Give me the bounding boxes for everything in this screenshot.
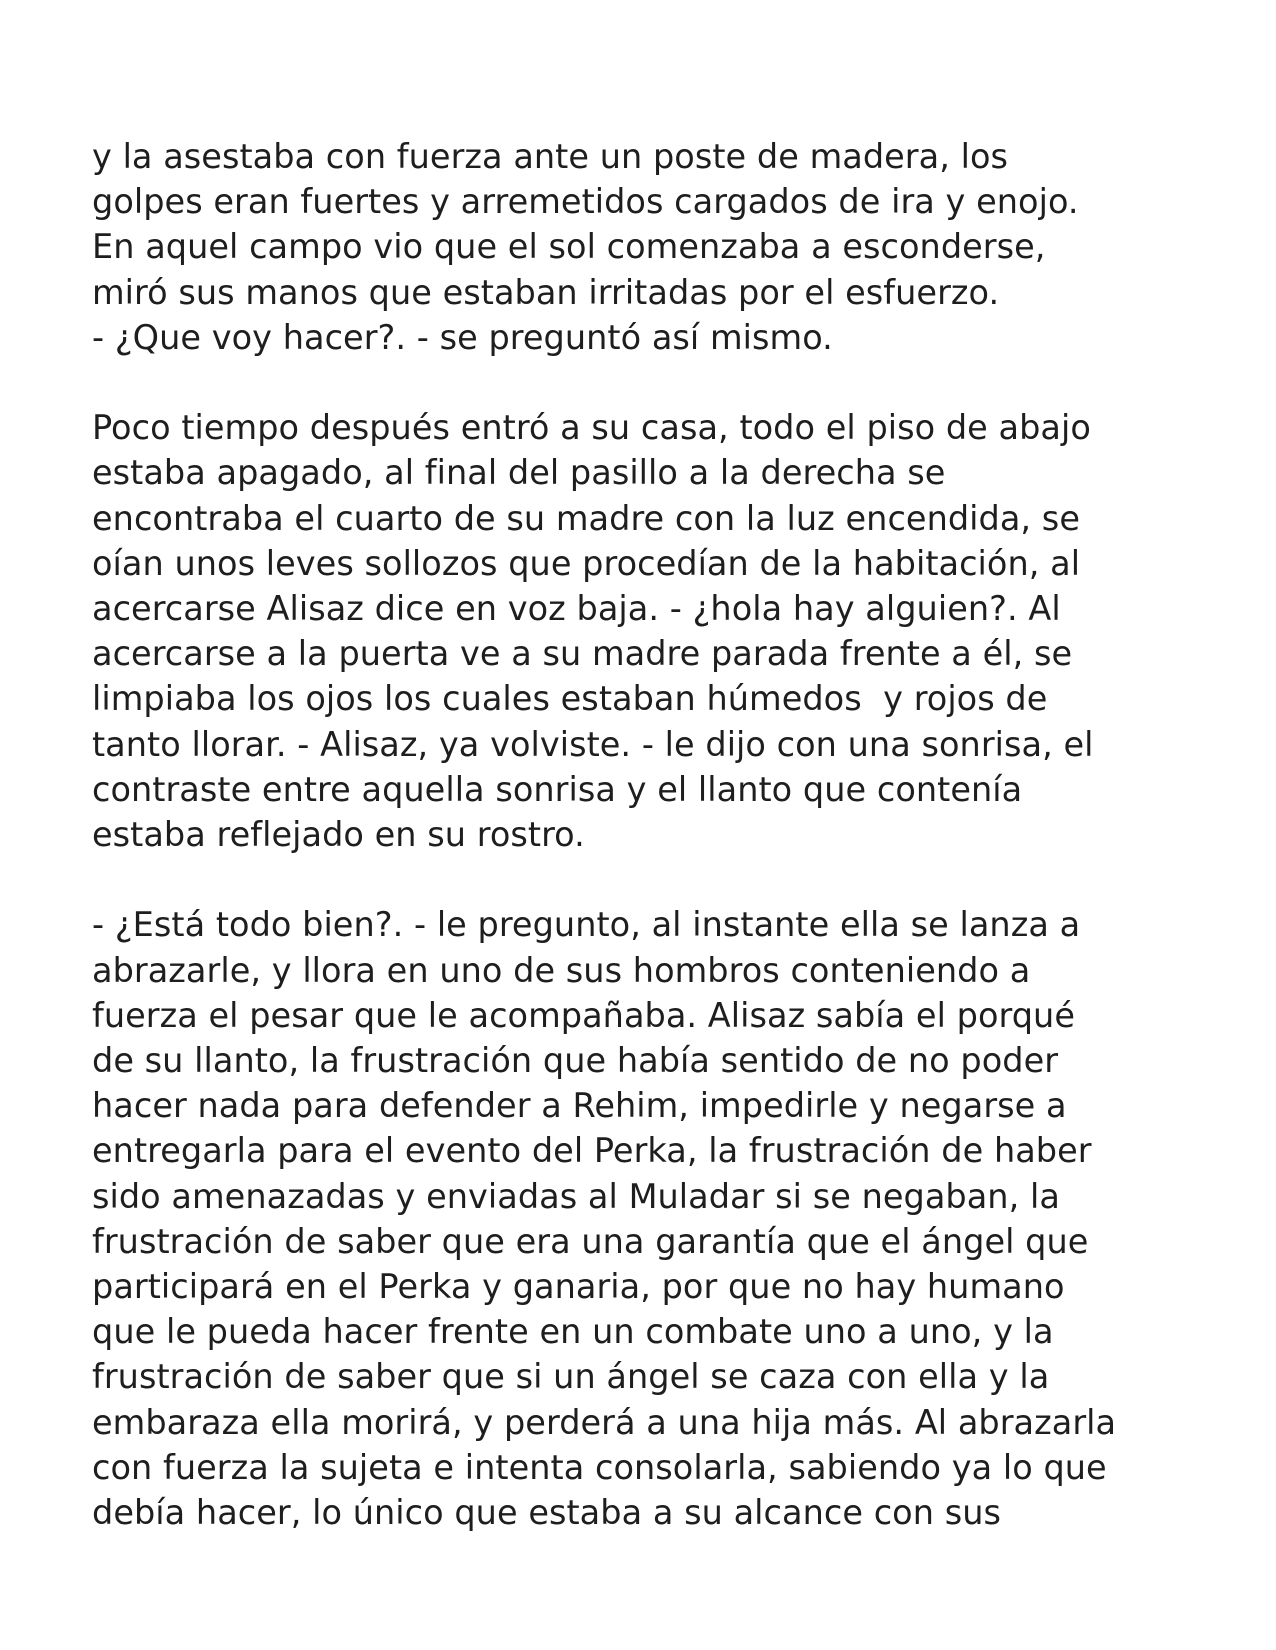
text-line: frustración de saber que si un ángel se caza con ella y la bbox=[92, 1357, 1050, 1397]
text-line: - ¿Que voy hacer?. - se preguntó así mismo. bbox=[92, 317, 833, 357]
body-text bbox=[92, 134, 1242, 1580]
paragraph-2 bbox=[92, 405, 1242, 857]
text-line: frustración de saber que era una garantía que el ángel que bbox=[92, 1221, 1089, 1261]
text-line: participará en el Perka y ganaria, por que no hay humano bbox=[92, 1267, 1065, 1307]
text-line: que le pueda hacer frente en un combate uno a uno, y la bbox=[92, 1312, 1054, 1352]
paragraph-1 bbox=[92, 134, 1242, 360]
text-line: sido amenazadas y enviadas al Muladar si se negaban, la bbox=[92, 1176, 1060, 1216]
text-line: abrazarle, y llora en uno de sus hombros conteniendo a bbox=[92, 950, 1031, 990]
text-line: golpes eran fuertes y arremetidos cargados de ira y enojo. bbox=[92, 182, 1079, 222]
text-line: fuerza el pesar que le acompañaba. Alisaz sabía el porqué bbox=[92, 995, 1076, 1035]
text-line: - ¿Está todo bien?. - le pregunto, al instante ella se lanza a bbox=[92, 905, 1081, 945]
text-line: En aquel campo vio que el sol comenzaba a esconderse, bbox=[92, 227, 1046, 267]
text-line: miró sus manos que estaban irritadas por el esfuerzo. bbox=[92, 272, 1000, 312]
text-line: estaba reflejado en su rostro. bbox=[92, 815, 585, 855]
text-line: oían unos leves sollozos que procedían de la habitación, al bbox=[92, 543, 1081, 583]
text-line: contraste entre aquella sonrisa y el llanto que contenía bbox=[92, 769, 1023, 809]
text-line: con fuerza la sujeta e intenta consolarla, sabiendo ya lo que bbox=[92, 1447, 1107, 1487]
text-line: y la asestaba con fuerza ante un poste de madera, los bbox=[92, 137, 1009, 176]
text-line: tanto llorar. - Alisaz, ya volviste. - le dijo con una sonrisa, el bbox=[92, 724, 1094, 764]
text-line: embaraza ella morirá, y perderá a una hija más. Al abrazarla bbox=[92, 1402, 1117, 1442]
text-line: entregarla para el evento del Perka, la frustración de haber bbox=[92, 1131, 1092, 1171]
text-line: acercarse a la puerta ve a su madre parada frente a él, se bbox=[92, 634, 1073, 674]
text-line: de su llanto, la frustración que había sentido de no poder bbox=[92, 1041, 1059, 1081]
text-line: acercarse Alisaz dice en voz baja. - ¿hola hay alguien?. Al bbox=[92, 589, 1061, 629]
text-line: debía hacer, lo único que estaba a su alcance con sus bbox=[92, 1493, 1001, 1533]
text-line: Poco tiempo después entró a su casa, todo el piso de abajo bbox=[92, 408, 1091, 448]
text-line: estaba apagado, al final del pasillo a la derecha se bbox=[92, 453, 946, 493]
paragraph-3 bbox=[92, 902, 1242, 1535]
text-line: limpiaba los ojos los cuales estaban húmedos y rojos de bbox=[92, 679, 1048, 719]
text-line: hacer nada para defender a Rehim, impedirle y negarse a bbox=[92, 1086, 1067, 1126]
text-line: encontraba el cuarto de su madre con la luz encendida, se bbox=[92, 498, 1080, 538]
